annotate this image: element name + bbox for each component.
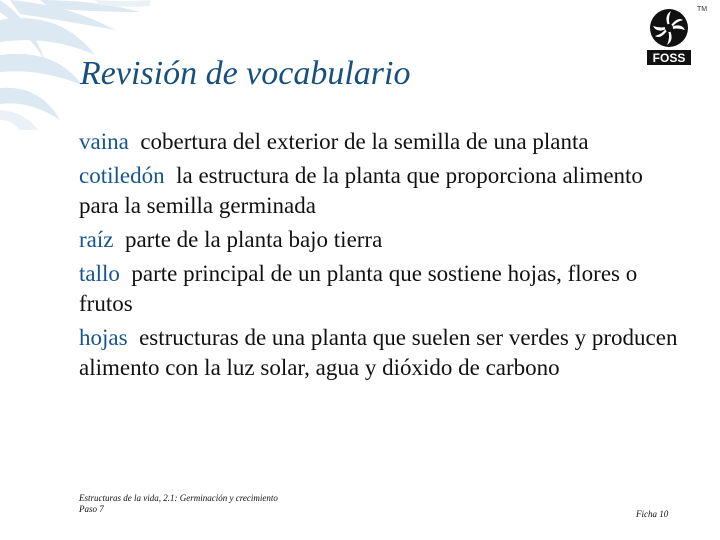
vocab-entry-raiz xyxy=(79,225,679,255)
vocabulary-list xyxy=(79,127,679,387)
vocab-definition: parte principal de un planta que sostiene hojas, flores o frutos xyxy=(79,261,638,316)
vocab-entry-cotiledon xyxy=(79,161,679,221)
vocab-definition: la estructura de la planta que proporciona alimento para la semilla germinada xyxy=(79,163,643,218)
vocab-term: vaina xyxy=(79,129,129,154)
logo-text: FOSS xyxy=(652,51,686,65)
footer-step: Paso 7 xyxy=(79,504,104,514)
vocab-term: hojas xyxy=(79,325,128,350)
vocab-definition: cobertura del exterior de la semilla de una planta xyxy=(140,129,589,154)
vocab-term: cotiledón xyxy=(79,163,165,188)
vocab-entry-tallo xyxy=(79,259,679,319)
vocab-term: raíz xyxy=(79,227,114,252)
vocab-entry-hojas xyxy=(79,323,679,383)
footer-course: Estructuras de la vida, 2.1: Germinación y crecimiento xyxy=(79,493,278,503)
vocab-definition: estructuras de una planta que suelen ser verdes y producen alimento con la luz solar, agua y dióxido de carbono xyxy=(79,325,678,380)
footer-page-number: Ficha 10 xyxy=(636,509,669,519)
vocab-term: tallo xyxy=(79,261,120,286)
slide-title: Revisión de vocabulario xyxy=(80,55,411,92)
vocab-definition: parte de la planta bajo tierra xyxy=(124,227,383,252)
trademark-mark: TM xyxy=(697,6,708,13)
vocab-entry-vaina xyxy=(79,127,679,157)
footer-source xyxy=(79,493,278,515)
foss-logo xyxy=(645,6,693,68)
